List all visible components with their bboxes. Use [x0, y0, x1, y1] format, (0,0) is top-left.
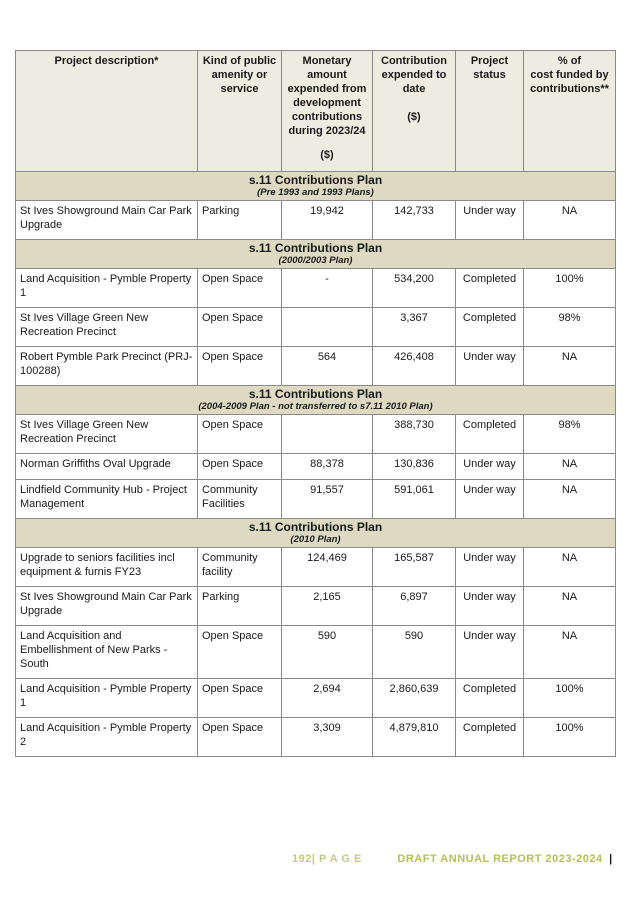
cell-kind: Open Space — [198, 718, 282, 757]
header-percent-funded: % of cost funded by contributions** — [524, 51, 616, 172]
cell-project: Land Acquisition - Pymble Property 1 — [16, 679, 198, 718]
header-project-status: Project status — [456, 51, 524, 172]
cell-status: Under way — [456, 201, 524, 240]
cell-project: Lindfield Community Hub - Project Management — [16, 480, 198, 519]
cell-kind: Open Space — [198, 454, 282, 480]
table-row — [16, 308, 616, 347]
cell-percent: NA — [524, 587, 616, 626]
cell-status: Completed — [456, 718, 524, 757]
cell-monetary: 2,165 — [282, 587, 373, 626]
section-header — [16, 386, 616, 415]
section-subtitle: (2004-2009 Plan - not transferred to s7.11 2010 Plan) — [198, 401, 433, 412]
cell-monetary: - — [282, 269, 373, 308]
cell-monetary: 2,694 — [282, 679, 373, 718]
cell-status: Completed — [456, 415, 524, 454]
cell-expended: 591,061 — [373, 480, 456, 519]
page-footer — [292, 853, 613, 865]
cell-kind: Open Space — [198, 679, 282, 718]
cell-percent: 98% — [524, 415, 616, 454]
section-header-row — [16, 519, 616, 548]
cell-project: Norman Griffiths Oval Upgrade — [16, 454, 198, 480]
table-header-row — [16, 51, 616, 172]
cell-kind: Parking — [198, 201, 282, 240]
section-header-row — [16, 386, 616, 415]
cell-expended: 165,587 — [373, 548, 456, 587]
page-label: P A G E — [319, 853, 362, 865]
section-header — [16, 172, 616, 201]
cell-project: Land Acquisition - Pymble Property 2 — [16, 718, 198, 757]
table-row — [16, 269, 616, 308]
cell-kind: Parking — [198, 587, 282, 626]
section-subtitle: (2010 Plan) — [290, 534, 341, 545]
cell-percent: 100% — [524, 269, 616, 308]
table-row — [16, 718, 616, 757]
cell-project: St Ives Showground Main Car Park Upgrade — [16, 587, 198, 626]
cell-percent: NA — [524, 480, 616, 519]
cell-monetary: 564 — [282, 347, 373, 386]
cell-percent: 98% — [524, 308, 616, 347]
header-contribution-expended: Contribution expended to date ($) — [373, 51, 456, 172]
cell-project: St Ives Village Green New Recreation Precinct — [16, 415, 198, 454]
cell-kind: Community facility — [198, 548, 282, 587]
table-row — [16, 480, 616, 519]
cell-expended: 426,408 — [373, 347, 456, 386]
cell-status: Under way — [456, 347, 524, 386]
cell-project: St Ives Village Green New Recreation Precinct — [16, 308, 198, 347]
cell-kind: Open Space — [198, 347, 282, 386]
cell-status: Completed — [456, 679, 524, 718]
cell-status: Under way — [456, 548, 524, 587]
section-header-row — [16, 172, 616, 201]
cell-percent: 100% — [524, 718, 616, 757]
page-number: 192 — [292, 853, 312, 865]
cell-expended: 130,836 — [373, 454, 456, 480]
table-row — [16, 626, 616, 679]
cell-status: Under way — [456, 454, 524, 480]
section-subtitle: (Pre 1993 and 1993 Plans) — [257, 187, 374, 198]
cell-percent: NA — [524, 454, 616, 480]
cell-expended: 388,730 — [373, 415, 456, 454]
cell-monetary: 124,469 — [282, 548, 373, 587]
cell-kind: Open Space — [198, 415, 282, 454]
section-title: s.11 Contributions Plan — [248, 520, 383, 534]
header-project-description: Project description* — [16, 51, 198, 172]
section-header-row — [16, 240, 616, 269]
cell-monetary: 91,557 — [282, 480, 373, 519]
section-title: s.11 Contributions Plan — [248, 173, 383, 187]
cell-expended: 2,860,639 — [373, 679, 456, 718]
cell-kind: Open Space — [198, 308, 282, 347]
footer-end-bar: | — [609, 853, 613, 865]
cell-percent: NA — [524, 626, 616, 679]
cell-expended: 4,879,810 — [373, 718, 456, 757]
table-row — [16, 415, 616, 454]
cell-kind: Open Space — [198, 269, 282, 308]
cell-expended: 590 — [373, 626, 456, 679]
table-row — [16, 587, 616, 626]
cell-status: Under way — [456, 480, 524, 519]
cell-expended: 142,733 — [373, 201, 456, 240]
cell-percent: NA — [524, 347, 616, 386]
section-header — [16, 240, 616, 269]
cell-project: St Ives Showground Main Car Park Upgrade — [16, 201, 198, 240]
page-separator: | — [311, 853, 316, 865]
cell-project: Robert Pymble Park Precinct (PRJ-100288) — [16, 347, 198, 386]
section-subtitle: (2000/2003 Plan) — [278, 255, 353, 266]
table-row — [16, 548, 616, 587]
table-row — [16, 347, 616, 386]
cell-kind: Community Facilities — [198, 480, 282, 519]
table-row — [16, 201, 616, 240]
cell-project: Land Acquisition - Pymble Property 1 — [16, 269, 198, 308]
cell-kind: Open Space — [198, 626, 282, 679]
cell-monetary: 88,378 — [282, 454, 373, 480]
section-title: s.11 Contributions Plan — [248, 241, 383, 255]
cell-status: Completed — [456, 269, 524, 308]
cell-monetary: 19,942 — [282, 201, 373, 240]
cell-monetary — [282, 308, 373, 347]
report-title: DRAFT ANNUAL REPORT 2023-2024 — [397, 853, 603, 865]
cell-percent: NA — [524, 548, 616, 587]
cell-monetary — [282, 415, 373, 454]
cell-expended: 3,367 — [373, 308, 456, 347]
cell-project: Upgrade to seniors facilities incl equipment & furnis FY23 — [16, 548, 198, 587]
table-row — [16, 679, 616, 718]
cell-status: Under way — [456, 626, 524, 679]
cell-percent: NA — [524, 201, 616, 240]
cell-status: Under way — [456, 587, 524, 626]
cell-monetary: 3,309 — [282, 718, 373, 757]
cell-status: Completed — [456, 308, 524, 347]
header-monetary-amount: Monetary amount expended from development contributions during 2023/24 ($) — [282, 51, 373, 172]
section-header — [16, 519, 616, 548]
cell-percent: 100% — [524, 679, 616, 718]
table-row — [16, 454, 616, 480]
cell-expended: 6,897 — [373, 587, 456, 626]
contributions-table — [15, 50, 616, 757]
header-kind-of-amenity: Kind of public amenity or service — [198, 51, 282, 172]
section-title: s.11 Contributions Plan — [248, 387, 383, 401]
cell-project: Land Acquisition and Embellishment of New Parks - South — [16, 626, 198, 679]
cell-expended: 534,200 — [373, 269, 456, 308]
cell-monetary: 590 — [282, 626, 373, 679]
